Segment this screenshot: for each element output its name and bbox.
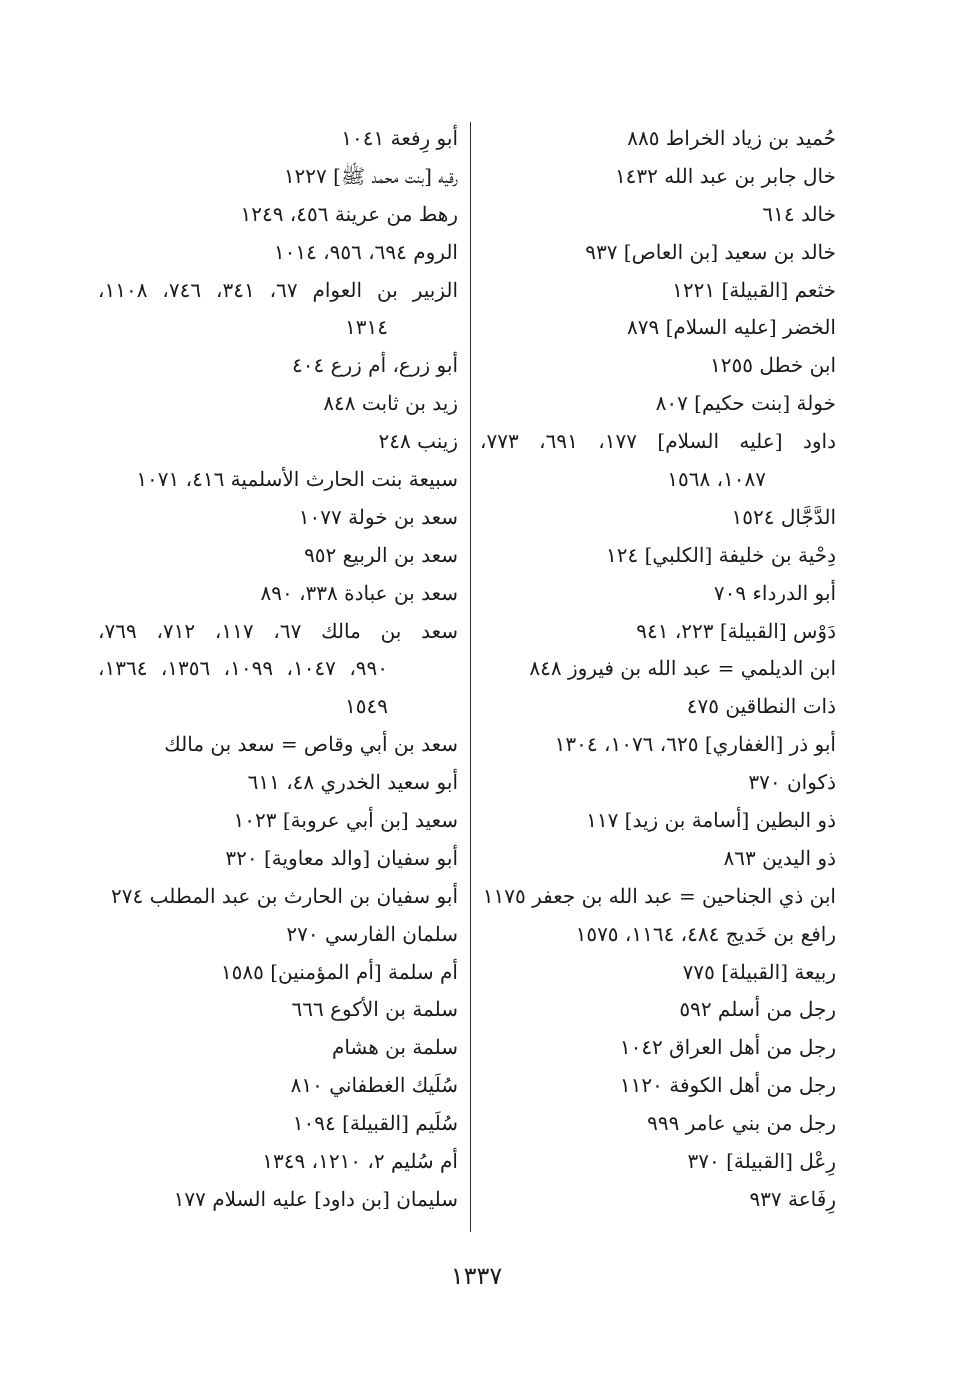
index-column-left [98,120,458,1219]
index-entry: خال جابر بن عبد الله ١٤٣٢ [614,163,836,188]
index-entry: الخضر [عليه السلام] ٨٧٩ [627,315,836,340]
index-entry: رِفَاعة ٩٣٧ [749,1186,836,1211]
index-entry: سُلَيك الغطفاني ٨١٠ [290,1073,458,1098]
index-entry: أم سلمة [أم المؤمنين] ١٥٨٥ [220,959,458,984]
index-entry: ذو البطين [أسامة بن زيد] ١١٧ [586,808,836,833]
index-entry: حُميد بن زياد الخراط ٨٨٥ [627,126,836,150]
index-entry: أبو رِفعة ١٠٤١ [341,126,458,150]
index-entry: سُلَيم [القبيلة] ١٠٩٤ [292,1111,458,1136]
index-entry: أبو الدرداء ٧٠٩ [713,580,836,605]
index-entry: دَوْس [القبيلة] ٢٢٣، ٩٤١ [636,618,836,643]
index-entry: ابن خطل ١٢٥٥ [710,353,836,378]
index-entry: أبو سفيان [والد معاوية] ٣٢٠ [225,845,458,870]
index-entry: أم سُليم ٢، ١٢١٠، ١٣٤٩ [262,1149,458,1174]
index-entry: سلمة بن الأكوع ٦٦٦ [291,997,458,1022]
index-column-right [480,120,836,1219]
index-entry: رهط من عرينة ٤٥٦، ١٢٤٩ [240,201,458,226]
index-entry: رجل من أهل الكوفة ١١٢٠ [619,1073,836,1098]
index-entry: ابن ذي الجناحين = عبد الله بن جعفر ١١٧٥ [482,883,836,908]
index-entry: رجل من أهل العراق ١٠٤٢ [619,1035,836,1060]
index-entry: سعد بن خولة ١٠٧٧ [298,504,458,529]
index-entry: خولة [بنت حكيم] ٨٠٧ [655,391,836,416]
index-entry: رجل من أسلم ٥٩٢ [679,997,836,1022]
index-entry: ذات النطاقين ٤٧٥ [686,694,836,719]
index-entry: سلمان الفارسي ٢٧٠ [286,921,458,946]
page-number: ١٣٣٧ [450,1262,503,1290]
index-entry: دِحْية بن خليفة [الكلبي] ١٢٤ [606,542,836,567]
index-entry: رافع بن خَديج ٤٨٤، ١١٦٤، ١٥٧٥ [575,921,836,946]
index-entry: أبو زرع، أم زرع ٤٠٤ [291,353,458,378]
index-entry: الدَّجَّال ١٥٢٤ [731,504,836,529]
index-entry: سعد بن مالك ٦٧، ١١٧، ٧١٢، ٧٦٩، [98,618,459,643]
index-entry: ربيعة [القبيلة] ٧٧٥ [682,959,836,984]
index-entry: سعد بن عبادة ٣٣٨، ٨٩٠ [260,580,458,605]
index-entry: زينب ٢٤٨ [378,429,458,454]
index-entry: خالد ٦١٤ [762,201,836,226]
index-entry: سعيد [بن أبي عروبة] ١٠٢٣ [233,808,458,833]
index-entry: سعد بن أبي وقاص = سعد بن مالك [164,732,458,757]
index-entry: سليمان [بن داود] عليه السلام ١٧٧ [173,1186,458,1211]
index-entry: رِعْل [القبيلة] ٣٧٠ [687,1149,836,1174]
column-divider [470,122,471,1232]
index-entry: أبو سفيان بن الحارث بن عبد المطلب ٢٧٤ [111,883,458,908]
index-entry: داود [عليه السلام] ١٧٧، ٦٩١، ٧٧٣، [480,429,837,454]
index-entry: ابن الديلمي = عبد الله بن فيروز ٨٤٨ [529,656,836,681]
index-entry-continuation: ١٥٤٩ [345,694,388,719]
index-entry: سلمة بن هشام [331,1035,458,1060]
index-entry: ذو اليدين ٨٦٣ [723,845,836,870]
index-entry: ذكوان ٣٧٠ [748,770,836,795]
index-entry: رقيه [بنت محمد ﷺ] ١٢٢٧ [283,163,458,188]
index-entry: أبو ذر [الغفاري] ٦٢٥، ١٠٧٦، ١٣٠٤ [554,732,836,757]
index-entry-continuation: ١٣١٤ [345,315,388,340]
index-entry-continuation: ٩٩٠، ١٠٤٧، ١٠٩٩، ١٣٥٦، ١٣٦٤، [98,656,389,681]
index-entry: الزبير بن العوام ٦٧، ٣٤١، ٧٤٦، ١١٠٨، [98,277,459,302]
index-entry: خالد بن سعيد [بن العاص] ٩٣٧ [585,239,836,264]
index-entry-continuation: ١٠٨٧، ١٥٦٨ [667,467,766,492]
index-entry: أبو سعيد الخدري ٤٨، ٦١١ [247,770,458,795]
index-entry: الروم ٦٩٤، ٩٥٦، ١٠١٤ [273,239,458,264]
index-entry: سبيعة بنت الحارث الأسلمية ٤١٦، ١٠٧١ [136,467,458,492]
index-entry: سعد بن الربيع ٩٥٢ [304,542,458,567]
index-entry: خثعم [القبيلة] ١٢٢١ [672,277,836,302]
index-entry: زيد بن ثابت ٨٤٨ [323,391,458,416]
index-entry: رجل من بني عامر ٩٩٩ [647,1111,836,1136]
